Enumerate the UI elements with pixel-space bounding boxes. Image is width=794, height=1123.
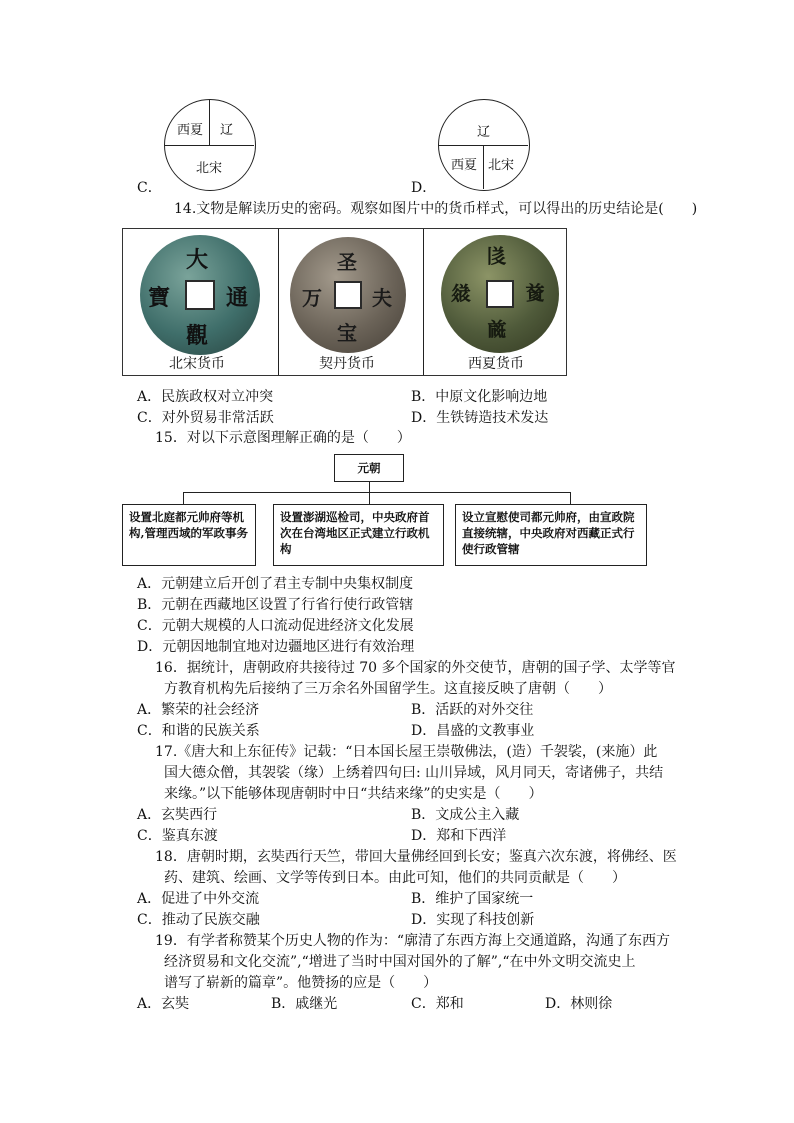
diagram-box-beiting: 设置北庭都元帅府等机构,管理西域的军政事务 [122, 504, 256, 566]
coin-char: 夫 [372, 286, 392, 310]
q16-stem-line1: 16．据统计，唐朝政府共接待过 70 多个国家的外交使节，唐朝的国子学、太学等官 [155, 660, 676, 676]
coin-char: 圣 [337, 250, 357, 274]
diagram-root-yuan: 元朝 [334, 454, 404, 482]
q14-option-b: B．中原文化影响边地 [411, 389, 548, 405]
q19-stem-line1: 19．有学者称赞某个历史人物的作为：“廓清了东西方海上交通道路，沟通了东西方 [155, 933, 670, 949]
q18-option-a: A．促进了中外交流 [137, 891, 260, 907]
panel-divider [423, 229, 424, 375]
coin-char: 𗧊 [451, 281, 471, 305]
diagram-connector [183, 492, 184, 504]
northern-song-coin-caption: 北宋货币 [169, 356, 225, 372]
diagram-connector [183, 492, 571, 493]
panel-divider [278, 229, 279, 375]
coin-char: 𗒨 [487, 317, 507, 341]
diagram-connector [369, 482, 370, 492]
q14-option-a: A．民族政权对立冲突 [137, 389, 274, 405]
q14-option-d: D．生铁铸造技术发达 [411, 410, 549, 426]
q14-option-c: C．对外贸易非常活跃 [137, 410, 274, 426]
coin-char: 通 [226, 285, 249, 311]
q17-option-c: C．鉴真东渡 [137, 828, 218, 844]
q14-stem: 14.文物是解读历史的密码。观察如图片中的货币样式，可以得出的历史结论是( ) [174, 201, 698, 217]
diagram-connector [369, 492, 370, 504]
q16-option-c: C．和谐的民族关系 [137, 723, 260, 739]
coin-char: 大 [186, 247, 209, 273]
q17-stem-line3: 来缘。”以下能够体现唐朝时中日“共结来缘”的史实是（ ） [164, 786, 543, 802]
coin-char: 宝 [337, 321, 357, 345]
diagram-box-xuanwei: 设立宣慰使司都元帅府，由宣政院直接统辖，中央政府对西藏正式行使行政管辖 [455, 504, 647, 566]
option-d-label: D． [411, 180, 437, 196]
q17-stem-line1: 17.《唐大和上东征传》记载：“日本国长屋王崇敬佛法，(造）千袈裟，(来施）此 [155, 744, 658, 760]
q16-option-a: A．繁荣的社会经济 [137, 702, 260, 718]
q19-option-c: C．郑和 [411, 996, 464, 1012]
circle-divider-horizontal [165, 145, 254, 146]
q19-stem-line3: 谱写了崭新的篇章”。他赞扬的应是（ ） [164, 975, 438, 991]
circle-divider-vertical [483, 145, 484, 189]
khitan-coin-image [290, 237, 406, 353]
diagram-connector [570, 492, 571, 504]
circle-label-xixia: 西夏 [451, 158, 478, 173]
coin-char: 寶 [148, 285, 171, 311]
circle-label-xixia: 西夏 [177, 123, 204, 138]
q18-stem-line1: 18．唐朝时期，玄奘西行天竺，带回大量佛经回到长安；鉴真六次东渡，将佛经、医 [155, 849, 677, 865]
khitan-coin-caption: 契丹货币 [319, 356, 375, 372]
coin-char: 万 [302, 286, 322, 310]
q17-option-b: B．文成公主入藏 [411, 807, 520, 823]
q19-option-b: B．戚继光 [271, 996, 338, 1012]
q18-option-c: C．推动了民族交融 [137, 912, 260, 928]
q15-option-c: C．元朝大规模的人口流动促进经济文化发展 [137, 618, 414, 634]
q16-option-b: B．活跃的对外交往 [411, 702, 534, 718]
q16-stem-line2: 方教育机构先后接纳了三万余名外国留学生。这直接反映了唐朝（ ） [164, 681, 612, 697]
q17-option-d: D．郑和下西洋 [411, 828, 507, 844]
q18-option-d: D．实现了科技创新 [411, 912, 535, 928]
q15-option-d: D．元朝因地制宜地对边疆地区进行有效治理 [137, 639, 415, 655]
circle-label-beisong: 北宋 [196, 161, 223, 176]
coin-panel [122, 228, 567, 376]
q17-stem-line2: 国大德众僧，其袈裟（缘）上绣着四句曰: 山川异域，风月同天，寄诸佛子，共结 [164, 765, 664, 781]
option-c-label: C． [137, 180, 162, 196]
q16-option-d: D．昌盛的文教事业 [411, 723, 535, 739]
q19-option-a: A．玄奘 [137, 996, 190, 1012]
western-xia-coin-image [441, 235, 559, 353]
coin-char: 𗒹 [525, 281, 545, 305]
coin-char: 觀 [186, 323, 209, 349]
circle-label-beisong: 北宋 [488, 158, 515, 173]
diagram-box-penghu: 设置澎湖巡检司，中央政府首次在台湾地区正式建立行政机构 [273, 504, 444, 566]
q15-option-b: B．元朝在西藏地区设置了行省行使行政管辖 [137, 597, 414, 613]
q15-stem: 15．对以下示意图理解正确的是（ ） [155, 430, 411, 446]
q15-option-a: A．元朝建立后开创了君主专制中央集权制度 [137, 576, 414, 592]
option-d-circle [438, 99, 530, 191]
q18-option-b: B．维护了国家统一 [411, 891, 534, 907]
northern-song-coin-image [140, 235, 260, 355]
q19-stem-line2: 经济贸易和文化交流”,“增进了当时中国对国外的了解”,“在中外文明交流史上 [164, 954, 636, 970]
q19-option-d: D．林则徐 [545, 996, 613, 1012]
circle-divider-vertical [209, 100, 210, 145]
option-c-circle [164, 99, 256, 191]
circle-label-liao: 辽 [220, 123, 234, 138]
western-xia-coin-caption: 西夏货币 [468, 356, 524, 372]
q18-stem-line2: 药、建筑、绘画、文学等传到日本。由此可知，他们的共同贡献是（ ） [164, 870, 626, 886]
q17-option-a: A．玄奘西行 [137, 807, 218, 823]
coin-char: 𗁅 [487, 244, 507, 268]
circle-label-liao: 辽 [477, 125, 491, 140]
